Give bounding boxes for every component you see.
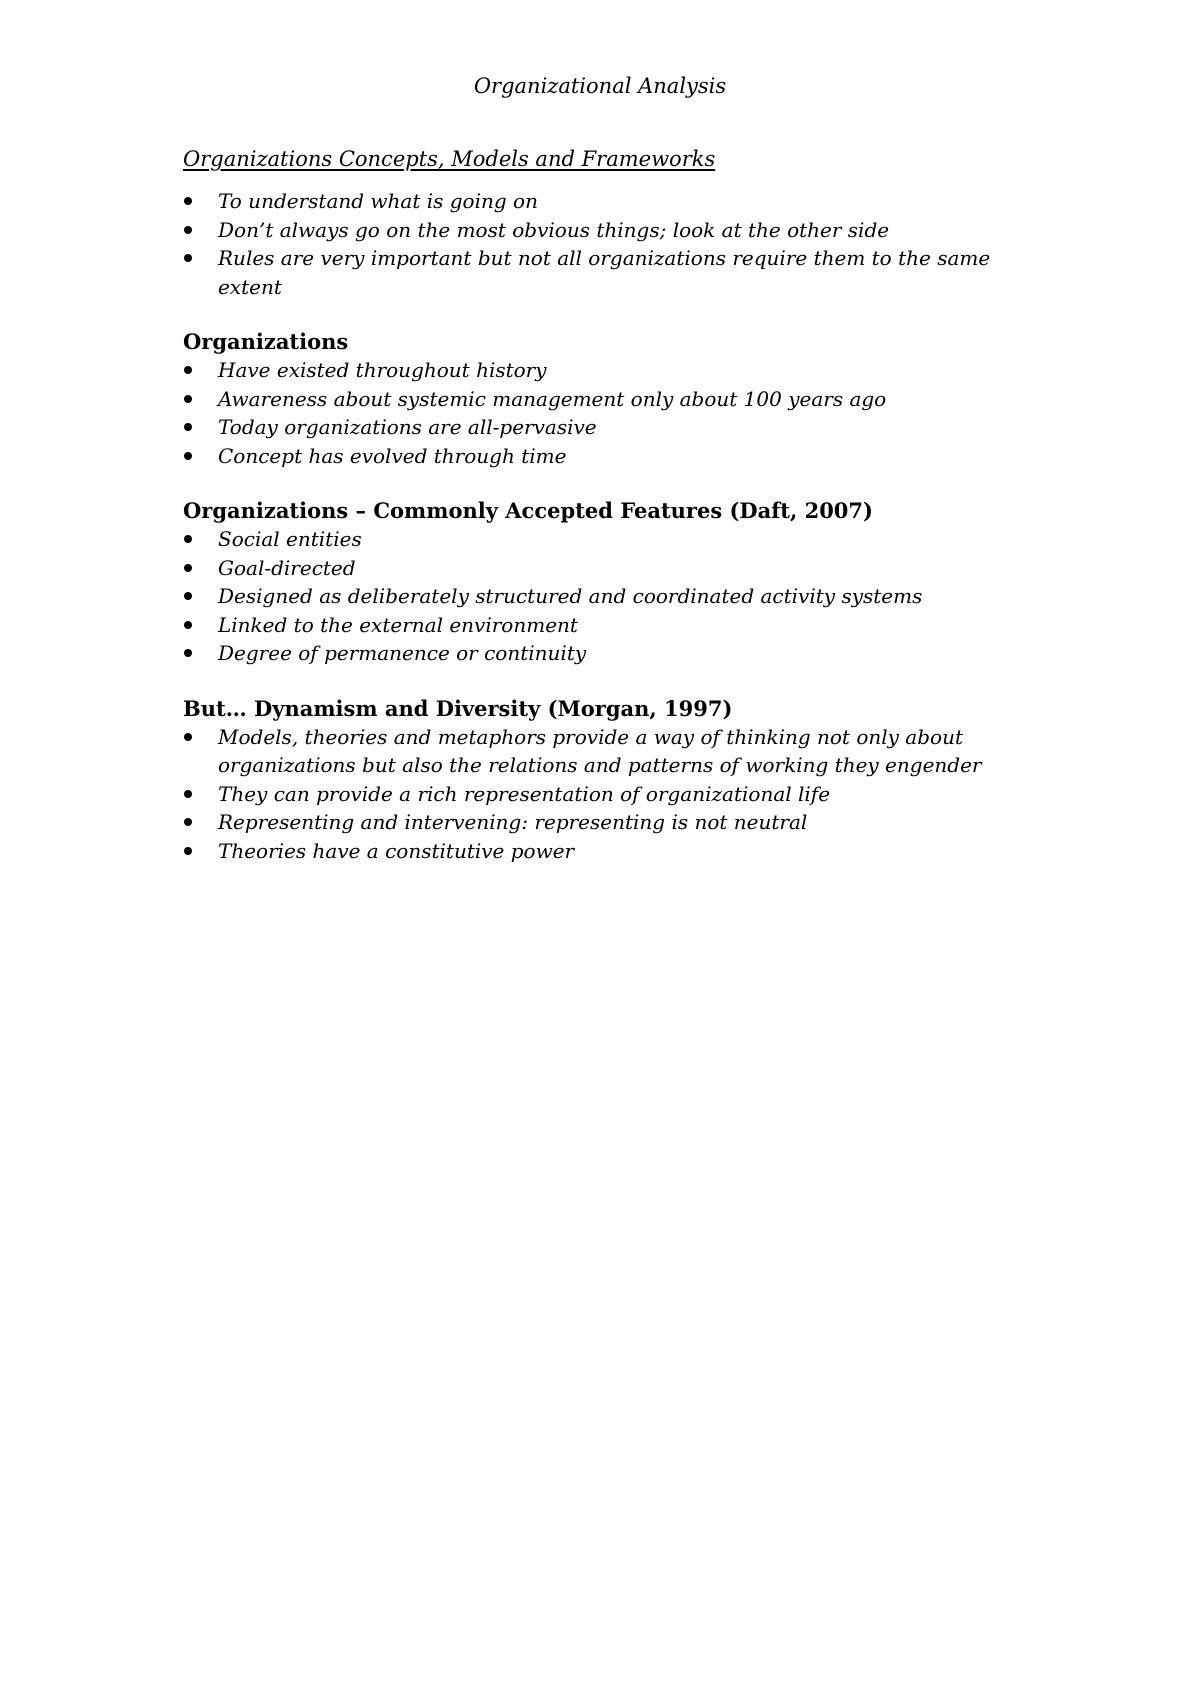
bullet-icon (184, 790, 192, 798)
list-item (183, 244, 1013, 301)
list-item-text: Theories have a constitutive power (218, 838, 575, 863)
list-item-text: Designed as deliberately structured and coordinated activity systems (218, 584, 923, 608)
section-spacer (183, 301, 1013, 328)
list-item-text: Concept has evolved through time (218, 443, 567, 468)
document-title: Organizational Analysis (473, 74, 727, 98)
features-bullet-list (183, 525, 1013, 668)
dynamism-bullet-list (183, 723, 1013, 866)
list-item (183, 639, 1013, 668)
list-item-text: To understand what is going on (218, 189, 538, 213)
list-item-text: Degree of permanence or continuity (218, 641, 587, 665)
list-item (183, 808, 1013, 837)
bullet-icon (184, 254, 192, 262)
list-item (183, 216, 1013, 245)
list-item-text: Linked to the external environment (218, 612, 578, 637)
section-heading-organizations: Organizations (183, 329, 349, 354)
list-item (183, 611, 1013, 640)
intro-bullet-list (183, 187, 1013, 301)
list-item (183, 442, 1013, 471)
document-body (183, 145, 1013, 865)
bullet-icon (184, 733, 192, 741)
bullet-icon (184, 535, 192, 543)
list-item (183, 385, 1013, 414)
bullet-icon (184, 564, 192, 572)
list-item (183, 525, 1013, 554)
list-item-text: Awareness about systemic management only about 100 years ago (218, 386, 887, 411)
list-item (183, 554, 1013, 583)
list-item-text: Have existed throughout history (218, 358, 547, 382)
list-item-text: Social entities (218, 527, 362, 551)
bullet-icon (184, 649, 192, 657)
section-heading-dynamism: But… Dynamism and Diversity (Morgan, 1997) (183, 695, 733, 721)
section-heading-features: Organizations – Commonly Accepted Features (Daft, 2007) (183, 498, 873, 523)
section-spacer (183, 668, 1013, 695)
list-item (183, 356, 1013, 385)
list-item-text: Rules are very important but not all organizations require them to the same extent (218, 246, 991, 299)
list-item-text: Today organizations are all-pervasive (218, 415, 597, 439)
bullet-icon (184, 621, 192, 629)
bullet-icon (184, 592, 192, 600)
list-item-text: Don’t always go on the most obvious things; look at the other side (218, 217, 890, 242)
bullet-icon (184, 366, 192, 374)
list-item-text: Goal-directed (218, 555, 356, 580)
bullet-icon (184, 226, 192, 234)
list-item-text: Models, theories and metaphors provide a way of thinking not only about organizations but also the relations and patterns of working they engender (218, 724, 982, 777)
section-spacer (183, 470, 1013, 497)
document-subtitle: Organizations Concepts, Models and Frameworks (183, 147, 716, 171)
bullet-icon (184, 818, 192, 826)
bullet-icon (184, 423, 192, 431)
organizations-bullet-list (183, 356, 1013, 470)
list-item (183, 413, 1013, 442)
list-item (183, 582, 1013, 611)
list-item (183, 837, 1013, 866)
bullet-icon (184, 197, 192, 205)
bullet-icon (184, 395, 192, 403)
bullet-icon (184, 847, 192, 855)
list-item-text: Representing and intervening: representing is not neutral (218, 810, 808, 834)
list-item-text: They can provide a rich representation of organizational life (218, 781, 831, 806)
bullet-icon (184, 452, 192, 460)
list-item (183, 780, 1013, 809)
list-item (183, 723, 1013, 780)
list-item (183, 187, 1013, 216)
